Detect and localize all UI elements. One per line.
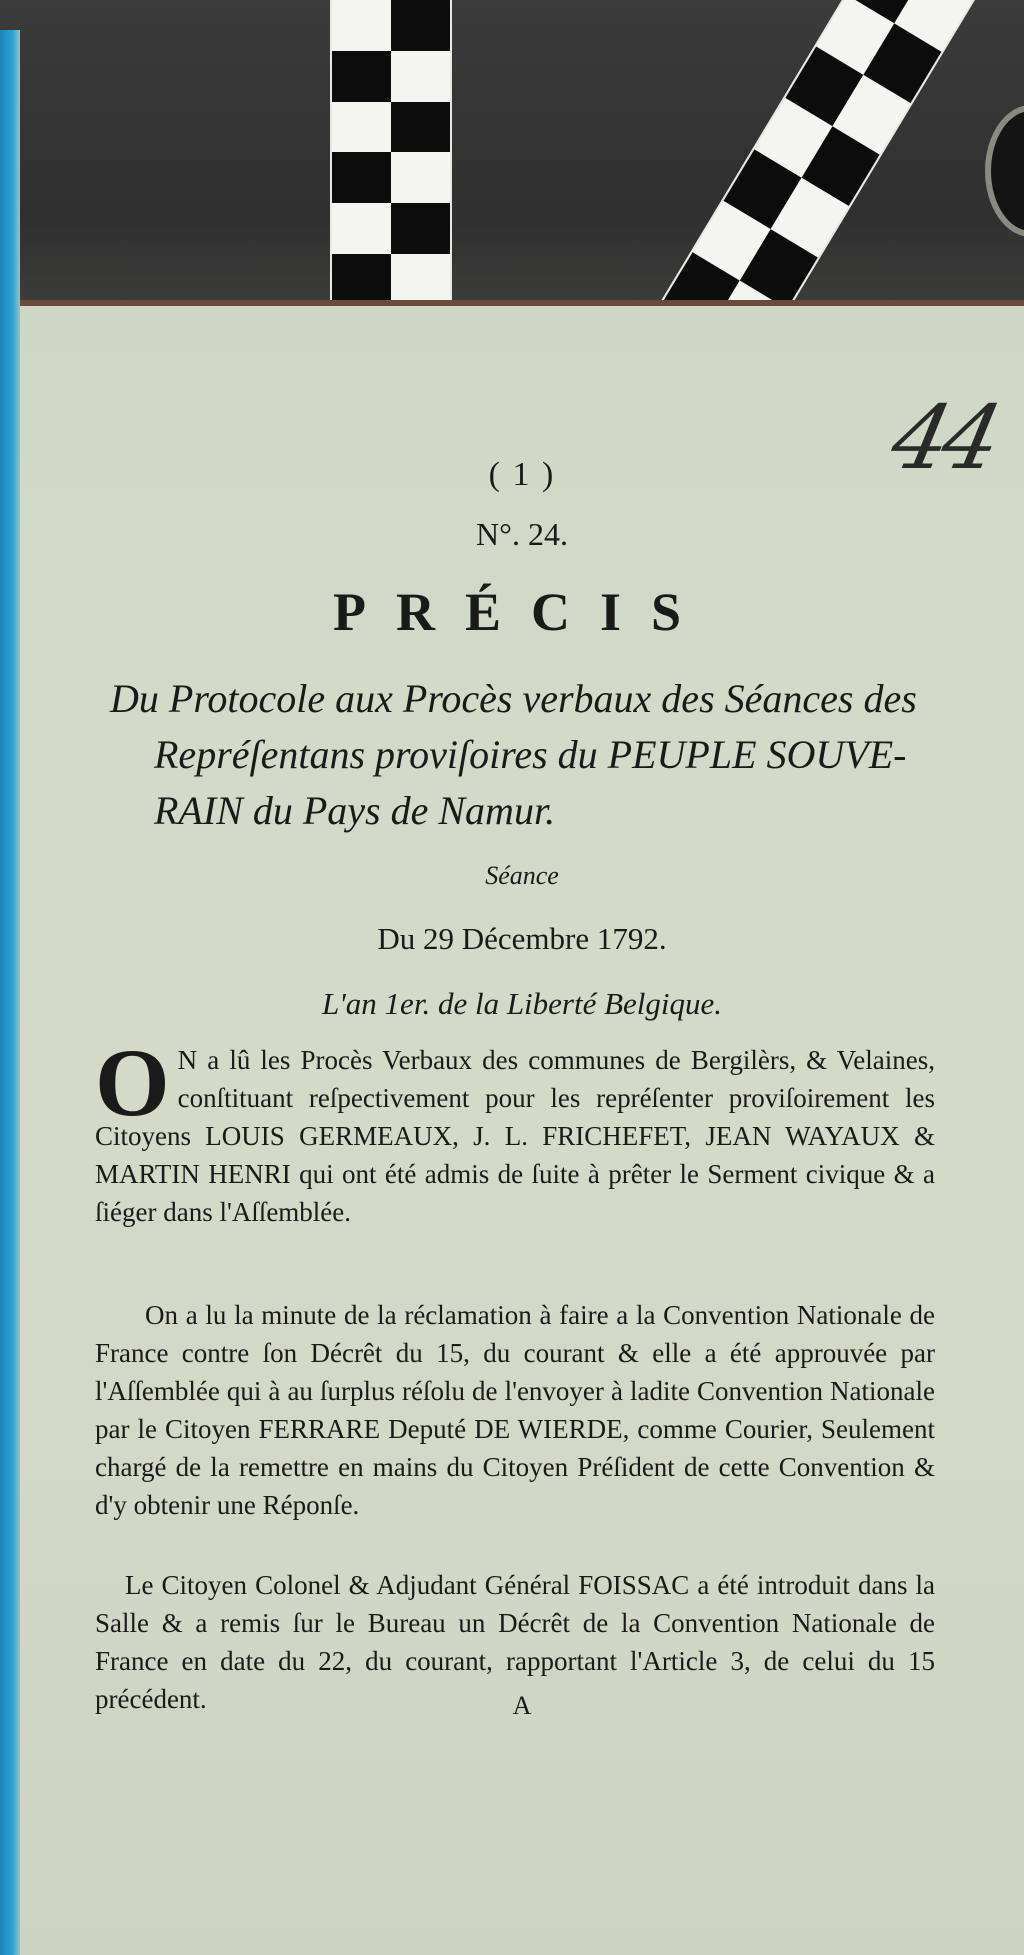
paragraph-2: On a lu la minute de la réclamation à faire a la Convention Nationale de France contre ſon Décrêt du 15, du courant & elle a été approuvée par l'Aſſemblée qui à au ſurplus réſolu de l'envoyer à ladite Convention Nationale par le Citoyen FERRARE Deputé DE WIERDE, comme Courier, Seulement chargé de la remettre en mains du Citoyen Préſident de cette Convention & d'y obtenir une Réponſe. [95, 1300, 935, 1520]
archive-number: 44 [883, 386, 1005, 489]
scan-edge-strip [0, 30, 20, 1955]
document-page [20, 300, 1024, 1955]
document-title: PRÉCIS [332, 582, 712, 642]
session-date: Du 29 Décembre 1792. [377, 921, 667, 956]
page-number: ( 1 ) [488, 456, 556, 493]
subtitle-line-1: Du Protocole aux Procès verbaux des Séances des [110, 676, 917, 721]
document-subtitle [110, 671, 990, 839]
paragraph-1 [95, 1029, 935, 1231]
liberty-year: L'an 1er. de la Liberté Belgique. [321, 986, 723, 1021]
paragraph-1-text: N a lû les Procès Verbaux des communes de Bergilèrs, & Velaines, conſtituant reſpectivement pour les repréſenter proviſoirement les Citoyens LOUIS GERMEAUX, J. L. FRICHEFET, JEAN WAYAUX & MARTIN HENRI qui ont été admis de ſuite à prêter le Serment civique & a ſiéger dans l'Aſſemblée. [95, 1045, 935, 1227]
paragraph-3: Le Citoyen Colonel & Adjudant Général FOISSAC a été introduit dans la Salle & a remis ſur le Bureau un Décrêt de la Convention Nationale de France en date du 22, du courant, rapportant l'Article 3, de celui du 15 précédent. [95, 1570, 935, 1714]
drop-cap: O [95, 1029, 170, 1136]
signature-mark: A [512, 1691, 532, 1720]
seance-heading: Séance [485, 861, 559, 890]
color-checker-ruler [330, 0, 452, 305]
subtitle-line-3: RAIN du Pays de Namur. [154, 788, 556, 833]
issue-number: N°. 24. [476, 516, 568, 552]
subtitle-line-2: Repréſentans proviſoires du PEUPLE SOUVE- [154, 732, 907, 777]
